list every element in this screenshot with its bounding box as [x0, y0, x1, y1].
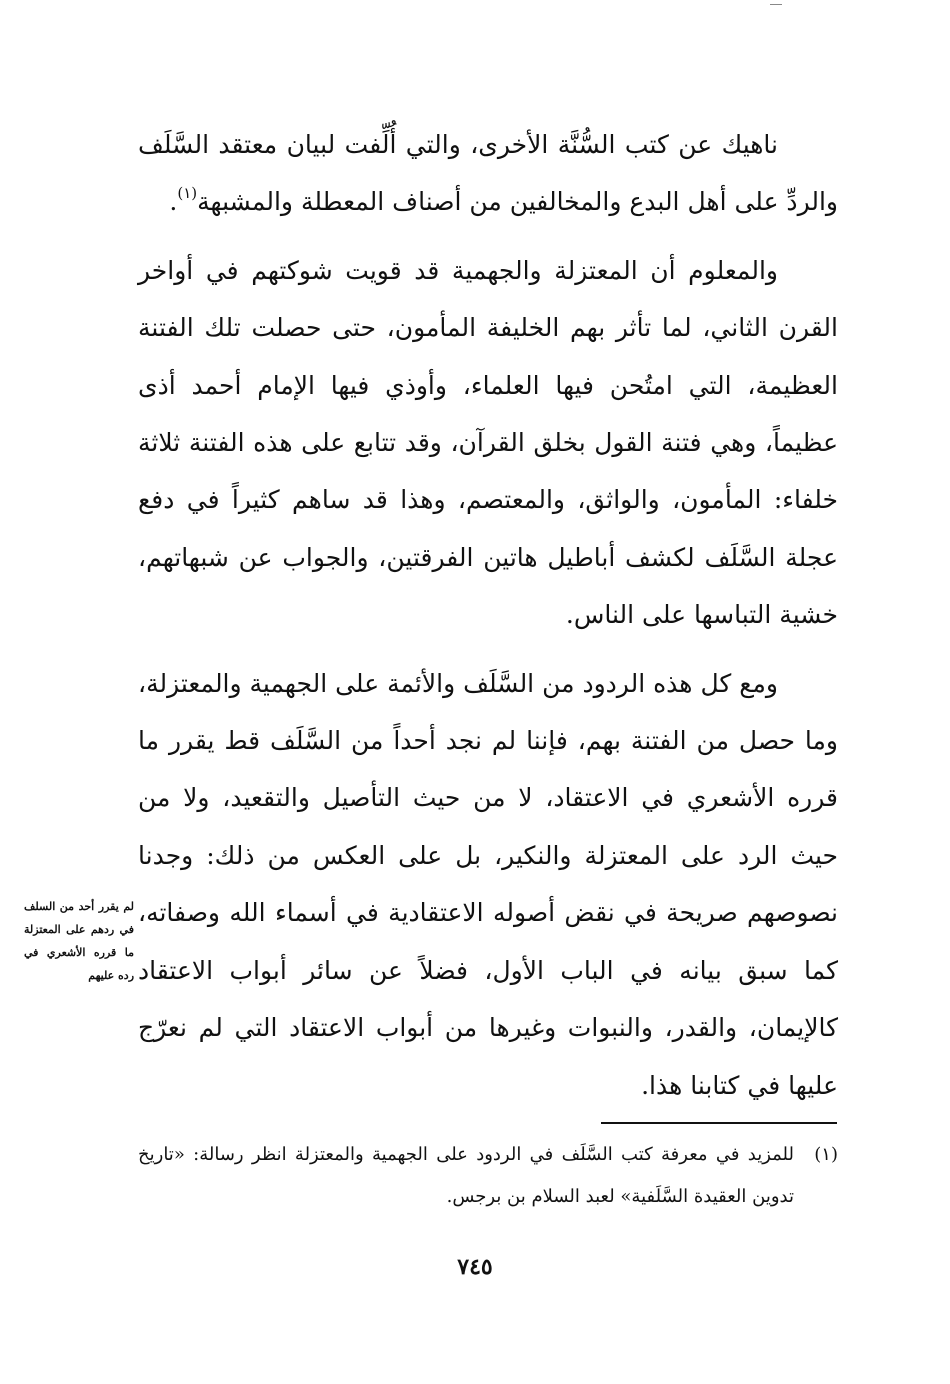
- margin-note: لم يقرر أحد من السلف في ردهم على المعتزلة ما قرره الأشعري في رده عليهم: [24, 900, 134, 982]
- footnote-divider: [601, 1122, 837, 1124]
- paragraph-3: ومع كل هذه الردود من السَّلَف والأئمة على الجهمية والمعتزلة، وما حصل من الفتنة بهم، فإننا لم نجد أحداً من السَّلَف قط يقرر ما قرره الأشعري في الاعتقاد، لا من حيث التأصيل والتقعيد، ولا من حيث الرد على المعتزلة والنكير، بل على العكس من ذلك: وجدنا نصوصهم صريحة في نقض أصوله الاعتقادية في أسماء الله وصفاته، كما سبق بيانه في الباب الأول، فضلاً عن سائر أبواب الاعتقاد كالإيمان، والقدر، والنبوات وغيرها من أبواب الاعتقاد التي لم نعرّج عليها في كتابنا هذا.: [138, 668, 838, 1100]
- paragraph-1: [138, 116, 838, 231]
- paragraph-2: والمعلوم أن المعتزلة والجهمية قد قويت شوكتهم في أواخر القرن الثاني، لما تأثر بهم الخليفة المأمون، حتى حصلت تلك الفتنة العظيمة، التي امتُحن فيها العلماء، وأوذي فيها الإمام أحمد أذى عظيماً، وهي فتنة القول بخلق القرآن، وقد تتابع على هذه الفتنة ثلاثة خلفاء: المأمون، والواثق، والمعتصم، وهذا قد ساهم كثيراً في دفع عجلة السَّلَف لكشف أباطيل هاتين الفرقتين، والجواب عن شبهاتهم، خشية التباسها على الناس.: [138, 255, 838, 630]
- page-number: ٧٤٥: [457, 1254, 493, 1280]
- main-body-text: [138, 116, 838, 1114]
- footnote-reference[interactable]: (١): [177, 184, 198, 203]
- footnote-1: [138, 1134, 838, 1218]
- top-edge-mark: [770, 0, 782, 5]
- paragraph-1-text: ناهيك عن كتب السُّنَّة الأخرى، والتي أُلِّفت لبيان معتقد السَّلَف والردِّ على أهل البدع والمخالفين من أصناف المعطلة والمشبهة: [138, 130, 838, 217]
- footnote-1-text: للمزيد في معرفة كتب السَّلَف في الردود على الجهمية والمعتزلة انظر رسالة: «تاريخ تدوين العقيدة السَّلَفية» لعبد السلام بن برجس.: [138, 1144, 794, 1207]
- paragraph-1-tail: .: [169, 187, 178, 217]
- footnotes-section: [138, 1134, 838, 1218]
- footnote-1-mark: (١): [814, 1144, 838, 1165]
